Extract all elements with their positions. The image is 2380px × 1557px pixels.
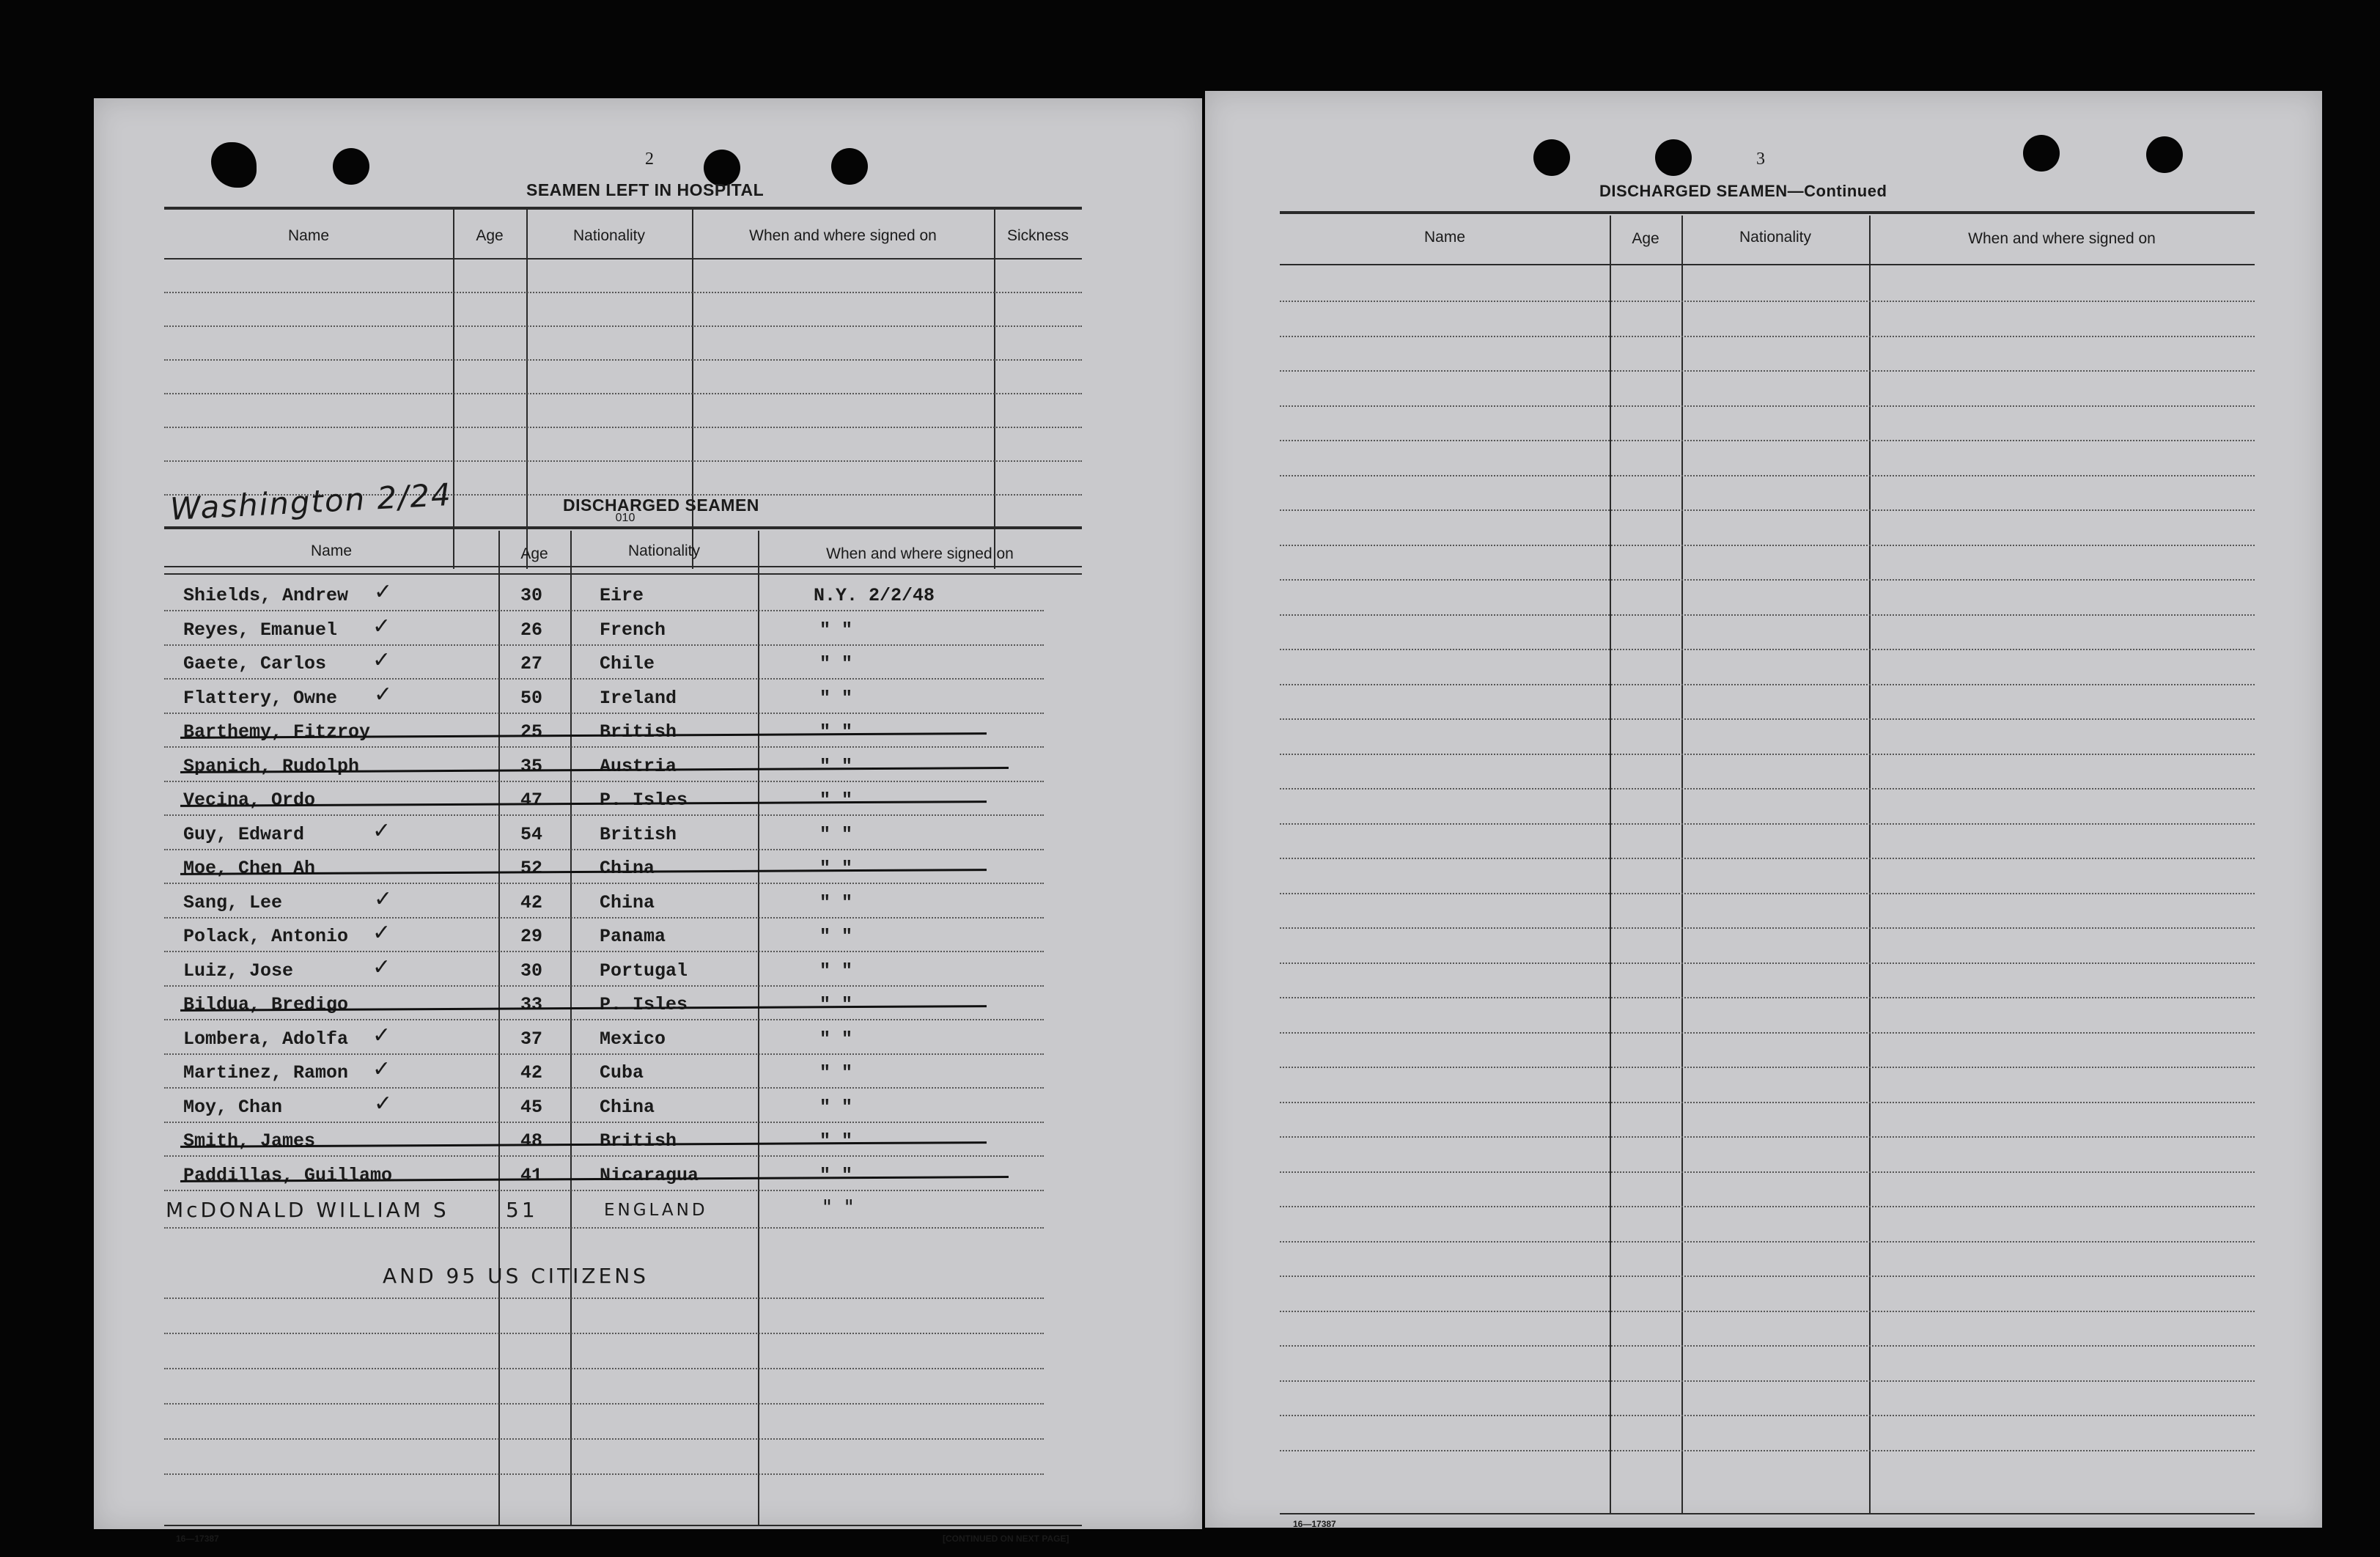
check-mark: ✓	[374, 886, 393, 912]
row-nationality: British	[600, 824, 677, 845]
row-nationality: Ireland	[600, 688, 677, 709]
row-rule	[164, 393, 1082, 394]
row-rule	[1280, 336, 2255, 337]
row-rule	[164, 678, 1044, 680]
row-rule	[1280, 1136, 2255, 1138]
row-signed: " "	[819, 1028, 853, 1050]
row-age: 25	[520, 721, 543, 743]
row-rule	[164, 325, 1082, 327]
handwritten-row-signed: " "	[822, 1195, 857, 1219]
row-age: 37	[520, 1028, 543, 1050]
hospital-col-sickness: Sickness	[1006, 227, 1069, 244]
row-rule	[164, 359, 1082, 361]
row-nationality: China	[600, 858, 655, 879]
row-rule	[1280, 858, 2255, 859]
row-signed: " "	[819, 1062, 853, 1083]
row-age: 30	[520, 960, 543, 982]
row-signed: " "	[819, 688, 853, 709]
check-mark: ✓	[374, 682, 393, 707]
row-rule	[1280, 1241, 2255, 1243]
row-rule	[1280, 1276, 2255, 1277]
page-number: 2	[645, 150, 654, 169]
row-rule	[1280, 649, 2255, 650]
punch-hole	[2146, 136, 2183, 173]
row-rule	[164, 1227, 1044, 1229]
punch-hole	[1655, 139, 1692, 176]
row-signed: " "	[819, 653, 853, 674]
row-rule	[1280, 509, 2255, 511]
check-mark: ✓	[372, 920, 391, 946]
row-rule	[1280, 440, 2255, 441]
row-rule	[164, 1368, 1044, 1369]
row-rule	[164, 1087, 1044, 1089]
row-rule	[164, 1298, 1044, 1299]
row-age: 54	[520, 824, 543, 845]
row-rule	[1280, 997, 2255, 998]
row-rule	[164, 460, 1082, 462]
row-age: 41	[520, 1165, 543, 1186]
row-age: 50	[520, 688, 543, 709]
handwritten-summary: AND 95 US CITIZENS	[383, 1264, 649, 1288]
row-rule	[1280, 1102, 2255, 1103]
row-signed: " "	[819, 619, 853, 641]
row-name: Guy, Edward	[183, 824, 305, 845]
check-mark: ✓	[372, 818, 391, 844]
discharged-col-name: Name	[310, 542, 353, 559]
right-col-nationality: Nationality	[1739, 229, 1812, 246]
row-rule	[164, 713, 1044, 714]
row-rule	[1280, 301, 2255, 302]
row-name: Bildua, Bredigo	[183, 994, 349, 1015]
row-signed: " "	[819, 858, 853, 879]
row-signed: " "	[819, 721, 853, 743]
hospital-section-title: SEAMEN LEFT IN HOSPITAL	[526, 180, 765, 199]
check-mark: ✓	[372, 954, 391, 980]
row-age: 52	[520, 858, 543, 879]
row-rule	[164, 1438, 1044, 1440]
row-name: Sang, Lee	[183, 892, 283, 913]
right-section-title: DISCHARGED SEAMEN—Continued	[1599, 182, 1887, 200]
row-rule	[164, 781, 1044, 782]
table-rule	[1280, 211, 2255, 214]
row-nationality: China	[600, 1097, 655, 1118]
discharged-col-nationality: Nationality	[627, 542, 701, 559]
check-mark: ✓	[372, 614, 391, 639]
row-rule	[164, 644, 1044, 646]
check-mark: ✓	[372, 647, 391, 673]
handwritten-note: Washington 2/24	[169, 476, 453, 528]
row-signed: " "	[819, 1165, 853, 1186]
row-rule	[1280, 475, 2255, 476]
row-name: Martinez, Ramon	[183, 1062, 349, 1083]
row-rule	[164, 1155, 1044, 1157]
row-nationality: China	[600, 892, 655, 913]
row-rule	[164, 746, 1044, 748]
row-signed: N.Y. 2/2/48	[814, 585, 935, 606]
row-age: 47	[520, 789, 543, 811]
right-page	[1205, 91, 2322, 1528]
row-rule	[164, 985, 1044, 987]
column-rule	[758, 531, 759, 1525]
row-name: Reyes, Emanuel	[183, 619, 338, 641]
row-rule	[1280, 823, 2255, 825]
row-age: 35	[520, 756, 543, 777]
row-rule	[164, 292, 1082, 293]
left-page	[94, 98, 1202, 1544]
row-rule	[1280, 1415, 2255, 1416]
row-nationality: Mexico	[600, 1028, 666, 1050]
row-nationality: P. Isles	[600, 789, 688, 811]
form-number: 16—17387	[176, 1534, 219, 1544]
row-rule	[164, 883, 1044, 884]
page-number: 3	[1756, 150, 1765, 169]
row-name: Lombera, Adolfa	[183, 1028, 349, 1050]
row-signed: " "	[819, 1130, 853, 1152]
row-rule	[1280, 1206, 2255, 1207]
row-nationality: P. Isles	[600, 994, 688, 1015]
column-rule	[498, 531, 500, 1525]
row-rule	[164, 1019, 1044, 1020]
row-signed: " "	[819, 892, 853, 913]
column-rule	[1869, 216, 1871, 1513]
torn-hole	[211, 142, 257, 188]
column-rule	[994, 207, 995, 569]
row-rule	[1280, 754, 2255, 755]
row-rule	[164, 610, 1044, 611]
hospital-col-name: Name	[287, 227, 330, 244]
row-name: Barthemy, Fitzroy	[183, 721, 371, 743]
row-nationality: Nicaragua	[600, 1165, 699, 1186]
handwritten-row-name: McDONALD WILLIAM S	[166, 1198, 449, 1222]
row-signed: " "	[819, 960, 853, 982]
column-rule	[453, 207, 454, 569]
row-rule	[1280, 684, 2255, 685]
column-rule	[526, 207, 528, 569]
row-rule	[1280, 1171, 2255, 1173]
row-name: Paddillas, Guillamo	[183, 1165, 393, 1186]
row-age: 33	[520, 994, 543, 1015]
row-rule	[164, 917, 1044, 919]
row-signed: " "	[819, 824, 853, 845]
hospital-col-signed: When and where signed on	[749, 227, 937, 244]
row-rule	[164, 849, 1044, 850]
row-signed: " "	[819, 1097, 853, 1118]
row-name: Polack, Antonio	[183, 926, 349, 947]
row-name: Shields, Andrew	[183, 585, 349, 606]
handwritten-row-nationality: ENGLAND	[604, 1201, 708, 1220]
table-rule	[164, 1525, 1082, 1526]
row-age: 26	[520, 619, 543, 641]
right-col-name: Name	[1423, 229, 1466, 246]
hospital-col-nationality: Nationality	[572, 227, 646, 244]
row-age: 27	[520, 653, 543, 674]
row-rule	[1280, 1311, 2255, 1312]
check-mark: ✓	[374, 579, 393, 605]
row-nationality: Panama	[600, 926, 666, 947]
row-name: Luiz, Jose	[183, 960, 294, 982]
column-rule	[570, 531, 572, 1525]
table-rule	[164, 258, 1082, 260]
right-col-age: Age	[1632, 230, 1659, 247]
row-rule	[1280, 614, 2255, 616]
table-rule	[1280, 264, 2255, 265]
row-signed: " "	[819, 994, 853, 1015]
row-nationality: Eire	[600, 585, 644, 606]
column-rule	[1610, 216, 1611, 1513]
row-rule	[164, 1403, 1044, 1405]
row-rule	[1280, 893, 2255, 894]
row-rule	[1280, 579, 2255, 581]
row-rule	[1280, 1345, 2255, 1347]
table-rule	[164, 566, 1082, 567]
row-nationality: Portugal	[600, 960, 688, 982]
row-nationality: British	[600, 1130, 677, 1152]
row-signed: " "	[819, 789, 853, 811]
row-rule	[1280, 545, 2255, 546]
row-nationality: Chile	[600, 653, 655, 674]
row-nationality: Austria	[600, 756, 677, 777]
column-rule	[1681, 216, 1683, 1513]
form-number: 16—17387	[1293, 1519, 1336, 1529]
row-rule	[1280, 788, 2255, 789]
row-name: Flattery, Owne	[183, 688, 338, 709]
handwritten-row-age: 51	[506, 1198, 538, 1222]
row-age: 48	[520, 1130, 543, 1152]
punch-hole	[2023, 135, 2060, 172]
row-age: 29	[520, 926, 543, 947]
row-rule	[1280, 1032, 2255, 1034]
row-rule	[1280, 718, 2255, 720]
discharged-section-title: DISCHARGED SEAMEN	[563, 496, 759, 515]
row-age: 42	[520, 892, 543, 913]
row-rule	[1280, 370, 2255, 372]
punch-hole	[1533, 139, 1570, 176]
row-rule	[1280, 405, 2255, 407]
discharged-col-age: Age	[520, 545, 548, 562]
hospital-col-age: Age	[476, 227, 504, 244]
check-mark: ✓	[372, 1056, 391, 1082]
row-rule	[1280, 962, 2255, 964]
row-rule	[164, 427, 1082, 428]
discharged-col-signed: When and where signed on	[826, 545, 1014, 562]
row-age: 42	[520, 1062, 543, 1083]
row-rule	[164, 1053, 1044, 1055]
row-nationality: British	[600, 721, 677, 743]
row-rule	[1280, 1067, 2255, 1068]
row-age: 30	[520, 585, 543, 606]
row-name: Moe, Chen Ah	[183, 858, 316, 879]
right-col-signed: When and where signed on	[1968, 230, 2156, 247]
row-rule	[164, 1333, 1044, 1334]
row-nationality: French	[600, 619, 666, 641]
row-signed: " "	[819, 756, 853, 777]
row-name: Vecina, Ordo	[183, 789, 316, 811]
row-rule	[164, 951, 1044, 952]
row-signed: " "	[819, 926, 853, 947]
punch-hole	[831, 148, 868, 185]
row-name: Moy, Chan	[183, 1097, 283, 1118]
table-rule	[164, 526, 1082, 529]
check-mark: ✓	[372, 1023, 391, 1048]
row-rule	[1280, 1380, 2255, 1382]
discharged-sub-mark: 010	[615, 512, 635, 524]
row-rule	[1280, 927, 2255, 929]
table-rule	[164, 573, 1082, 575]
row-rule	[1280, 1450, 2255, 1451]
punch-hole	[333, 148, 369, 185]
check-mark: ✓	[374, 1091, 393, 1116]
row-name: Spanich, Rudolph	[183, 756, 360, 777]
row-rule	[164, 1473, 1044, 1475]
table-rule	[164, 207, 1082, 210]
row-name: Smith, James	[183, 1130, 316, 1152]
table-rule	[1280, 1513, 2255, 1514]
row-rule	[164, 814, 1044, 816]
continued-note: [CONTINUED ON NEXT PAGE]	[943, 1534, 1069, 1544]
row-rule	[164, 1190, 1044, 1191]
row-age: 45	[520, 1097, 543, 1118]
row-rule	[164, 1122, 1044, 1123]
row-name: Gaete, Carlos	[183, 653, 327, 674]
row-nationality: Cuba	[600, 1062, 644, 1083]
